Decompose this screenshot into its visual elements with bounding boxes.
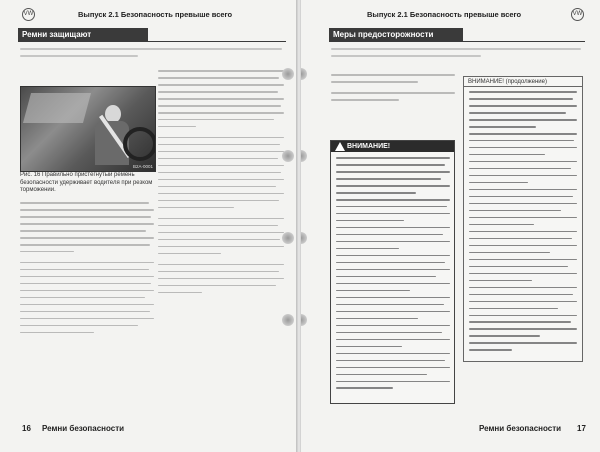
binder-hole-icon <box>282 314 294 326</box>
left-page <box>0 0 297 452</box>
binder-hole-icon <box>282 232 294 244</box>
seatbelt-figure <box>20 86 156 172</box>
right-bullets <box>331 74 455 106</box>
left-header-title: Выпуск 2.1 Безопасность превыше всего <box>78 10 233 19</box>
figure-caption: Рис. 16 Правильно пристегнутый ремень безопасности удерживает водителя при резком торможении. <box>20 172 153 193</box>
warning-header <box>331 141 454 152</box>
binder-hole-icon <box>301 314 307 326</box>
left-intro-text <box>20 48 282 62</box>
left-footer-title: Ремни безопасности <box>42 424 125 433</box>
left-column-body <box>20 202 154 339</box>
warning-title: ВНИМАНИЕ! <box>347 143 391 150</box>
binder-hole-icon <box>301 68 307 80</box>
binder-hole-icon <box>282 150 294 162</box>
right-section-title: Меры предосторожности <box>329 28 463 42</box>
binder-hole-icon <box>301 232 307 244</box>
left-section-rule <box>18 41 286 42</box>
warning-box <box>330 140 455 404</box>
binder-hole-icon <box>301 150 307 162</box>
figure-tag: B2A-0001 <box>132 164 153 169</box>
right-column-body <box>158 70 284 299</box>
right-footer-title: Ремни безопасности <box>479 424 562 433</box>
left-page-number: 16 <box>22 424 31 433</box>
right-header-title: Выпуск 2.1 Безопасность превыше всего <box>367 10 522 19</box>
warning-body <box>336 157 450 394</box>
vw-logo-icon: VW <box>571 8 584 21</box>
right-intro-text <box>331 48 581 62</box>
warning-continued-box <box>463 76 583 362</box>
right-section-rule <box>329 41 585 42</box>
left-section-title: Ремни защищают <box>18 28 148 42</box>
warning-triangle-icon <box>335 142 345 151</box>
right-page-number: 17 <box>577 424 586 433</box>
warning-continued-title: ВНИМАНИЕ! (продолжение) <box>464 77 582 87</box>
warning-continued-body <box>469 91 577 356</box>
vw-logo-icon: VW <box>22 8 35 21</box>
binder-hole-icon <box>282 68 294 80</box>
